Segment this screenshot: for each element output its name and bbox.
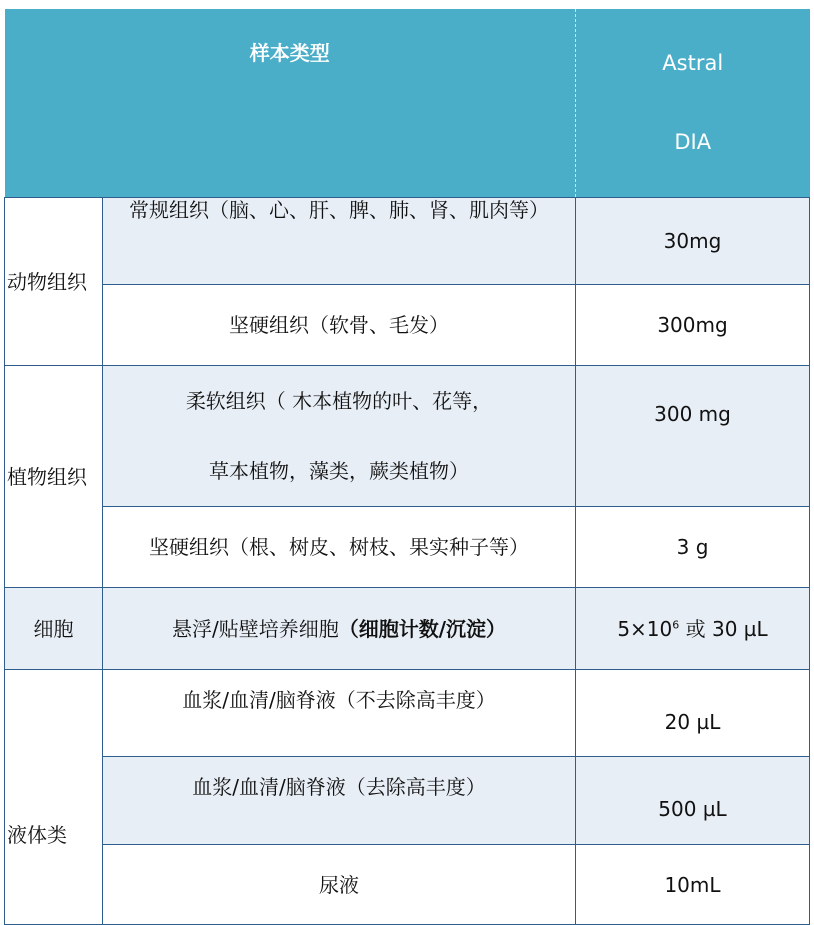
sample-liquid-1: 血浆/血清/脑脊液（不去除高丰度） bbox=[103, 670, 576, 757]
sample-requirements-table bbox=[4, 9, 810, 925]
table-row bbox=[5, 588, 810, 670]
table-row bbox=[5, 366, 810, 507]
sample-plant-soft-line1: 柔软组织（ 木本植物的叶、花等， bbox=[185, 389, 493, 413]
value-animal-hard: 300mg bbox=[576, 285, 810, 366]
header-platform bbox=[576, 9, 810, 198]
sample-cell-main: 悬浮/贴壁培养细胞 bbox=[171, 616, 339, 641]
value-cell-exponent: 6 bbox=[672, 617, 680, 631]
sample-liquid-2: 血浆/血清/脑脊液（去除高丰度） bbox=[103, 757, 576, 845]
sample-cell-bold: （细胞计数/沉淀） bbox=[338, 616, 507, 641]
sample-liquid-3: 尿液 bbox=[103, 845, 576, 925]
value-cell-base: 5×10 bbox=[617, 616, 673, 641]
sample-plant-soft-line2: 草本植物，藻类，蕨类植物） bbox=[209, 459, 469, 483]
header-platform-line1: DIA bbox=[674, 130, 712, 154]
header-platform-line0: Astral bbox=[662, 50, 724, 75]
value-cell-rest: 或 30 µL bbox=[679, 616, 768, 641]
table-row bbox=[5, 670, 810, 757]
table-row bbox=[5, 198, 810, 285]
header-row bbox=[5, 9, 810, 198]
value-animal-regular: 30mg bbox=[576, 198, 810, 285]
sample-plant-soft bbox=[103, 366, 576, 507]
header-sample-type: 样本类型 bbox=[5, 9, 576, 198]
table-row bbox=[5, 507, 810, 588]
table-row bbox=[5, 845, 810, 925]
value-liquid-3: 10mL bbox=[576, 845, 810, 925]
table-row bbox=[5, 285, 810, 366]
sample-animal-regular: 常规组织（脑、心、肝、脾、肺、肾、肌肉等） bbox=[103, 198, 576, 285]
sample-cell bbox=[103, 588, 576, 670]
value-liquid-2: 500 µL bbox=[576, 757, 810, 845]
value-liquid-1: 20 µL bbox=[576, 670, 810, 757]
group-animal-tissue: 动物组织 bbox=[5, 198, 103, 366]
table-row bbox=[5, 757, 810, 845]
sample-requirements-table-wrapper bbox=[4, 9, 809, 925]
group-plant-tissue: 植物组织 bbox=[5, 366, 103, 588]
sample-animal-hard: 坚硬组织（软骨、毛发） bbox=[103, 285, 576, 366]
group-liquid: 液体类 bbox=[5, 670, 103, 925]
sample-plant-hard: 坚硬组织（根、树皮、树枝、果实种子等） bbox=[103, 507, 576, 588]
group-cell: 细胞 bbox=[5, 588, 103, 670]
value-plant-soft: 300 mg bbox=[576, 366, 810, 507]
value-plant-hard: 3 g bbox=[576, 507, 810, 588]
value-cell bbox=[576, 588, 810, 670]
